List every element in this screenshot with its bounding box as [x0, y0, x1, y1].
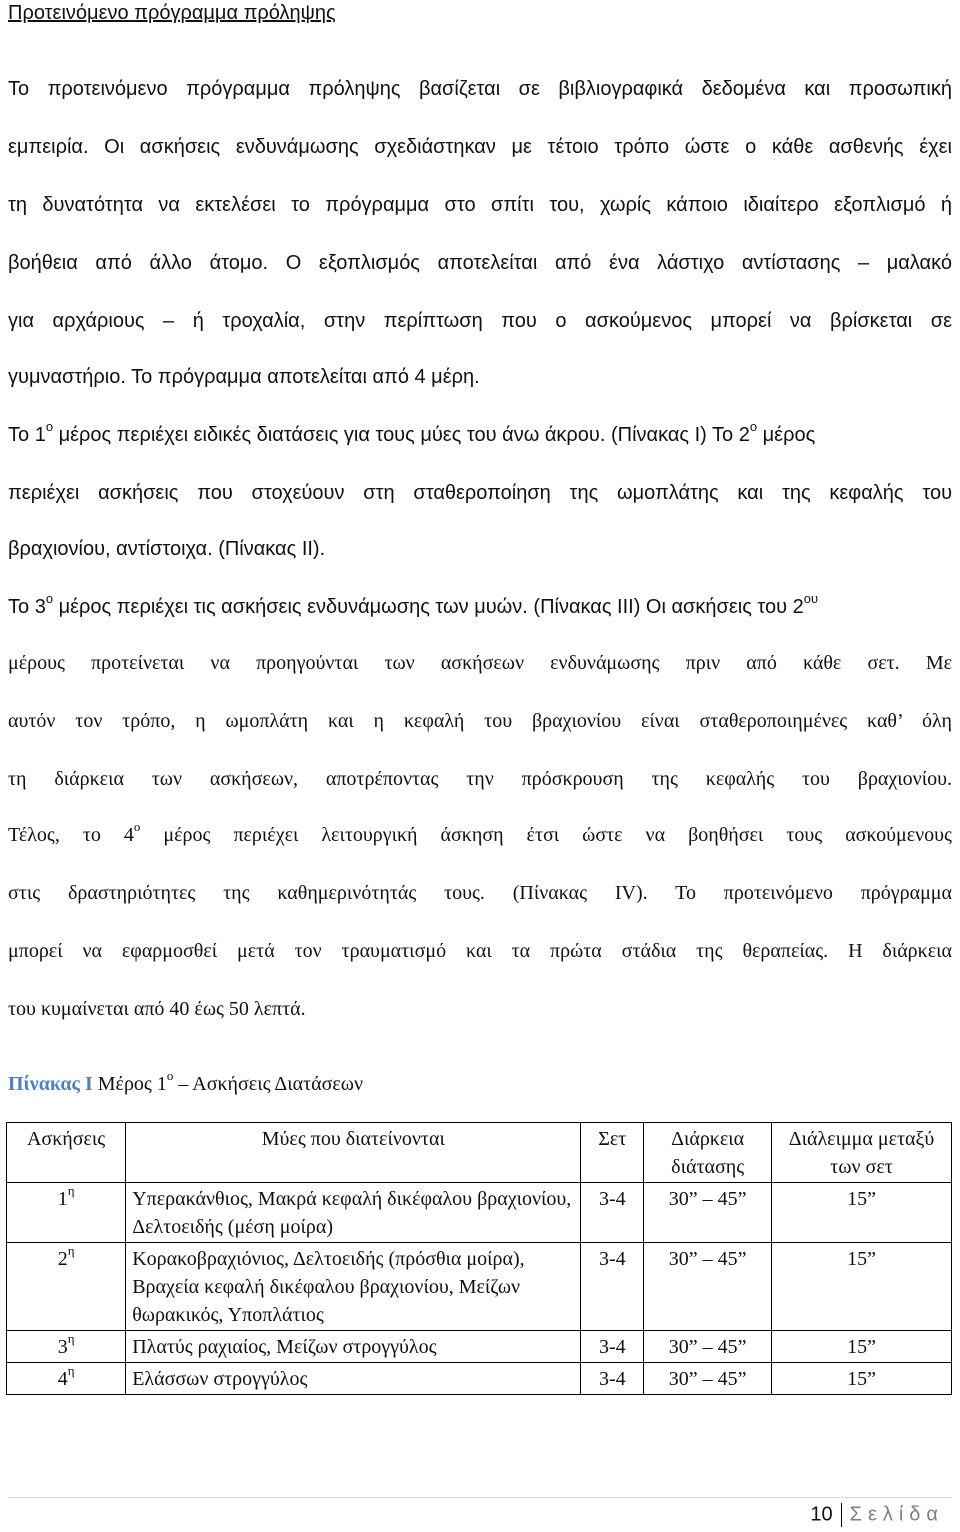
table-caption: Πίνακας Ι Μέρος $1^o$ – Ασκήσεις Διατάσεων: [8, 1068, 364, 1095]
row-rest: 15”: [772, 1183, 952, 1243]
header-sets: Σετ: [581, 1123, 644, 1183]
row-muscles: Κορακοβραχιόνιος, Δελτοειδής (πρόσθια μοίρα), Βραχεία κεφαλή δικέφαλου βραχιονίου, Μείζων θωρακικός, Υποπλάτιος: [126, 1243, 581, 1331]
intro-line-4: βοήθεια από άλλο άτομο. Ο εξοπλισμός αποτελείται από ένα λάστιχο αντίστασης – μαλακό: [8, 252, 952, 274]
table-row: [7, 1363, 952, 1395]
part3-line-5: Τέλος, το $4^o$ μέρος περιέχει λειτουργική άσκηση έτσι ώστε να βοηθήσει τους ασκούμενους: [8, 819, 952, 846]
intro-line-2: εμπειρία. Οι ασκήσεις ενδυνάμωσης σχεδιάστηκαν με τέτοιο τρόπο ώστε ο κάθε ασθενής έχει: [8, 136, 952, 158]
part3-line-6: στις δραστηριότητες της καθημερινότητάς τους. (Πίνακας IV). Το προτεινόμενο πρόγραμμα: [8, 882, 952, 904]
row-sets: 3-4: [581, 1183, 644, 1243]
part3-line-4: τη διάρκεια των ασκήσεων, αποτρέποντας την πρόσκρουση της κεφαλής του βραχιονίου.: [8, 768, 952, 790]
footer-divider: [8, 1497, 952, 1498]
part1-line-2: περιέχει ασκήσεις που στοχεύουν στη σταθεροποίηση της ωμοπλάτης και της κεφαλής του: [8, 482, 952, 504]
footer-separator: [841, 1503, 842, 1527]
row-duration: 30” – 45”: [644, 1363, 772, 1395]
table-row: [7, 1183, 952, 1243]
part3-line-7: μπορεί να εφαρμοσθεί μετά τον τραυματισμό και τα πρώτα στάδια της θεραπείας. Η διάρκεια: [8, 940, 952, 962]
header-rest: Διάλειμμα μεταξύ των σετ: [772, 1123, 952, 1183]
part1-line-1: Το $1^o$ μέρος περιέχει ειδικές διατάσεις για τους μύες του άνω άκρου. (Πίνακας Ι) Το $2^o$ μέρος: [8, 419, 816, 446]
part3-line-8: του κυμαίνεται από 40 έως 50 λεπτά.: [8, 998, 306, 1020]
row-duration: 30” – 45”: [644, 1183, 772, 1243]
table-header-row: [7, 1123, 952, 1183]
row-muscles: Ελάσσων στρογγύλος: [126, 1363, 581, 1395]
section-heading: Προτεινόμενο πρόγραμμα πρόληψης: [8, 2, 336, 24]
part3-line-2: μέρους προτείνεται να προηγούνται των ασκήσεων ενδυνάμωσης πριν από κάθε σετ. Με: [8, 652, 952, 674]
intro-line-6: γυμναστήριο. Το πρόγραμμα αποτελείται από 4 μέρη.: [8, 366, 480, 388]
table-row: [7, 1331, 952, 1363]
stretching-table: [6, 1122, 952, 1395]
table-row: [7, 1243, 952, 1331]
row-sets: 3-4: [581, 1363, 644, 1395]
header-muscles: Μύες που διατείνονται: [126, 1123, 581, 1183]
row-sets: 3-4: [581, 1331, 644, 1363]
header-exercises: Ασκήσεις: [7, 1123, 126, 1183]
row-muscles: Πλατύς ραχιαίος, Μείζων στρογγύλος: [126, 1331, 581, 1363]
part1-line-3: βραχιονίου, αντίστοιχα. (Πίνακας ΙΙ).: [8, 538, 326, 560]
page-label: Σελίδα: [849, 1503, 944, 1526]
page-number: 10: [810, 1503, 833, 1526]
part3-line-1: Το $3^o$ μέρος περιέχει τις ασκήσεις ενδυνάμωσης των μυών. (Πίνακας ΙΙΙ) Οι ασκήσεις του $2^{o\upsilon}$: [8, 591, 819, 618]
row-duration: 30” – 45”: [644, 1331, 772, 1363]
row-duration: 30” – 45”: [644, 1243, 772, 1331]
row-number: $2^\eta$: [7, 1243, 126, 1331]
part3-line-3: αυτόν τον τρόπο, η ωμοπλάτη και η κεφαλή του βραχιονίου είναι σταθεροποιημένες καθ’ όλη: [8, 710, 952, 732]
header-duration: Διάρκεια διάτασης: [644, 1123, 772, 1183]
row-number: $3^\eta$: [7, 1331, 126, 1363]
page-footer: [810, 1503, 944, 1527]
row-rest: 15”: [772, 1243, 952, 1331]
row-sets: 3-4: [581, 1243, 644, 1331]
row-number: $4^\eta$: [7, 1363, 126, 1395]
row-rest: 15”: [772, 1363, 952, 1395]
row-number: $1^\eta$: [7, 1183, 126, 1243]
intro-line-5: για αρχάριους – ή τροχαλία, στην περίπτωση που ο ασκούμενος μπορεί να βρίσκεται σε: [8, 310, 952, 332]
intro-line-1: Το προτεινόμενο πρόγραμμα πρόληψης βασίζεται σε βιβλιογραφικά δεδομένα και προσωπική: [8, 78, 952, 100]
table-caption-label: Πίνακας Ι: [8, 1073, 93, 1095]
intro-line-3: τη δυνατότητα να εκτελέσει το πρόγραμμα στο σπίτι του, χωρίς κάποιο ιδιαίτερο εξοπλισμό ή: [8, 194, 952, 216]
row-rest: 15”: [772, 1331, 952, 1363]
row-muscles: Υπερακάνθιος, Μακρά κεφαλή δικέφαλου βραχιονίου, Δελτοειδής (μέση μοίρα): [126, 1183, 581, 1243]
